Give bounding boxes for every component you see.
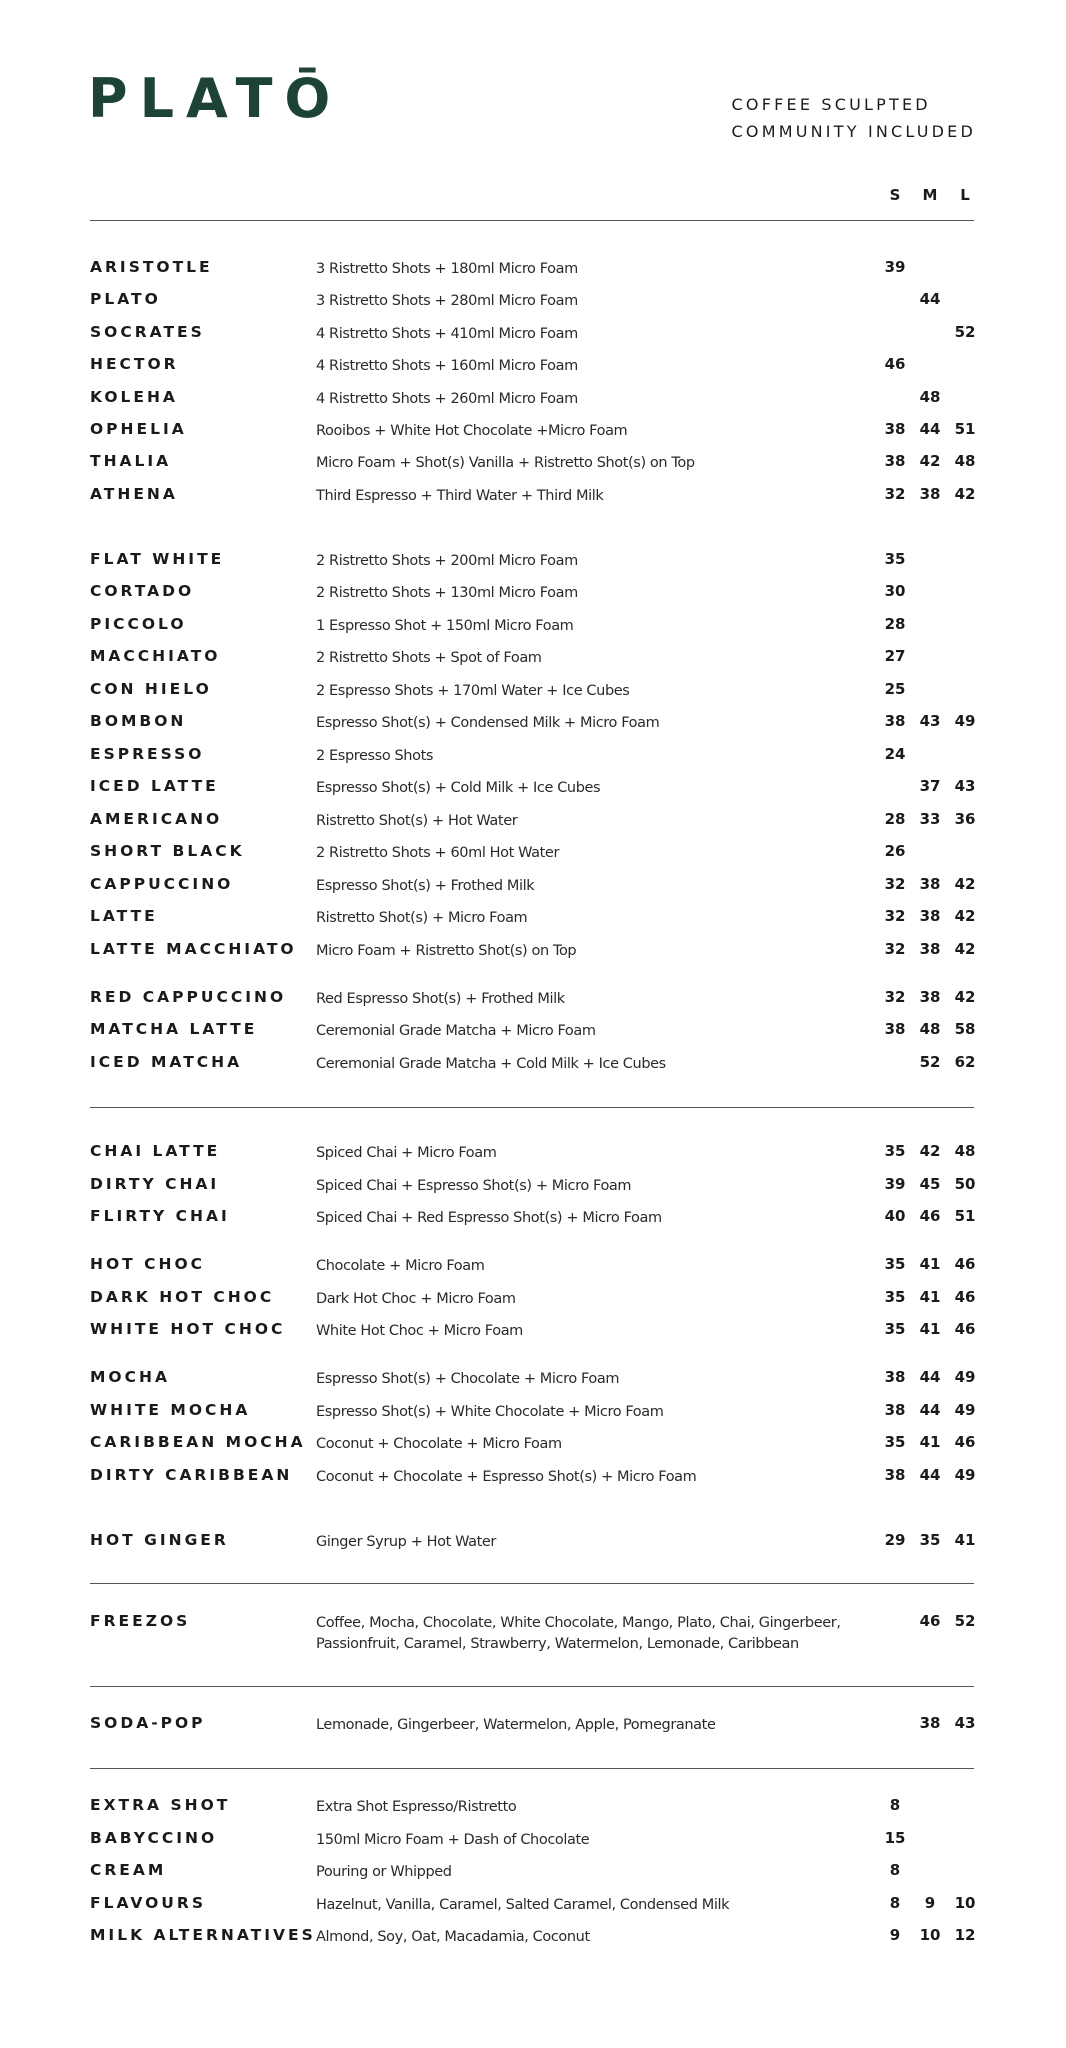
menu-item	[0, 1433, 1066, 1459]
menu-item-description-line: Spiced Chai + Micro Foam	[316, 1145, 497, 1161]
menu-item-description	[316, 1927, 590, 1948]
menu-item-name: SOCRATES	[90, 323, 205, 341]
price-large: 62	[954, 1053, 976, 1071]
menu-item-description	[316, 908, 527, 929]
menu-item-description	[316, 843, 559, 864]
menu-item-name: FLIRTY CHAI	[90, 1207, 230, 1225]
menu-item	[0, 420, 1066, 446]
price-large: 49	[954, 1401, 976, 1419]
price-medium: 38	[919, 485, 941, 503]
price-medium: 41	[919, 1255, 941, 1273]
price-large: 36	[954, 810, 976, 828]
price-small: 32	[884, 485, 906, 503]
menu-item-name: BOMBON	[90, 712, 187, 730]
menu-item-description-line: 2 Ristretto Shots + Spot of Foam	[316, 650, 542, 666]
menu-item-description-line: 2 Ristretto Shots + 60ml Hot Water	[316, 845, 560, 861]
price-small: 8	[889, 1861, 901, 1879]
menu-item-description-line: Ceremonial Grade Matcha + Cold Milk + Ice Cubes	[316, 1056, 666, 1072]
menu-item	[0, 615, 1066, 641]
menu-item-description	[316, 1369, 619, 1390]
price-medium: 33	[919, 810, 941, 828]
price-medium: 35	[919, 1531, 941, 1549]
menu-item-description-line: 4 Ristretto Shots + 160ml Micro Foam	[316, 358, 578, 374]
price-large: 52	[954, 323, 976, 341]
menu-item-name: RED CAPPUCCINO	[90, 988, 287, 1006]
price-large: 46	[954, 1320, 976, 1338]
menu-item-description	[316, 1143, 496, 1164]
menu-item-description	[316, 648, 542, 669]
menu-item-description-line: Passionfruit, Caramel, Strawberry, Watermelon, Lemonade, Caribbean	[316, 1636, 799, 1652]
menu-item-description	[316, 1054, 666, 1075]
menu-item-name: FREEZOS	[90, 1612, 191, 1630]
price-small: 38	[884, 1368, 906, 1386]
menu-item-name: ARISTOTLE	[90, 258, 213, 276]
menu-item-description-line: 1 Espresso Shot + 150ml Micro Foam	[316, 618, 574, 634]
menu-item-name: PICCOLO	[90, 615, 187, 633]
menu-item-description-line: Red Espresso Shot(s) + Frothed Milk	[316, 991, 565, 1007]
menu-item	[0, 1207, 1066, 1233]
price-large: 42	[954, 940, 976, 958]
price-small: 38	[884, 420, 906, 438]
price-large: 52	[954, 1612, 976, 1630]
tagline	[732, 91, 976, 145]
price-small: 35	[884, 1142, 906, 1160]
price-small: 35	[884, 1255, 906, 1273]
menu-item-name: CON HIELO	[90, 680, 212, 698]
price-medium: 48	[919, 388, 941, 406]
menu-item-description	[316, 1176, 631, 1197]
menu-item-name: CARIBBEAN MOCHA	[90, 1433, 306, 1451]
menu-item-description	[316, 989, 565, 1010]
menu-item	[0, 1612, 1066, 1652]
menu-item-description	[316, 453, 695, 474]
price-medium: 43	[919, 712, 941, 730]
menu-item-description-line: Coconut + Chocolate + Micro Foam	[316, 1436, 562, 1452]
price-small: 38	[884, 1466, 906, 1484]
price-large: 43	[954, 777, 976, 795]
menu-item-description	[316, 324, 578, 345]
size-header-medium: M	[922, 186, 938, 204]
menu-item-name: HECTOR	[90, 355, 179, 373]
menu-item-description	[316, 1434, 562, 1455]
section-divider	[90, 1107, 974, 1108]
price-small: 35	[884, 1288, 906, 1306]
menu-item-name: ICED MATCHA	[90, 1053, 243, 1071]
price-medium: 38	[919, 907, 941, 925]
brand-logo: PLATŌ	[88, 67, 343, 130]
menu-item-description	[316, 1830, 589, 1851]
price-small: 32	[884, 907, 906, 925]
menu-item	[0, 680, 1066, 706]
price-large: 41	[954, 1531, 976, 1549]
menu-item-description-line: 2 Espresso Shots	[316, 748, 434, 764]
menu-item-description	[316, 876, 534, 897]
price-large: 49	[954, 712, 976, 730]
price-medium: 42	[919, 1142, 941, 1160]
section-divider	[90, 1768, 974, 1769]
menu-item-description-line: Ginger Syrup + Hot Water	[316, 1534, 496, 1550]
menu-item	[0, 290, 1066, 316]
price-medium: 9	[924, 1894, 936, 1912]
menu-item-description-line: Ceremonial Grade Matcha + Micro Foam	[316, 1023, 596, 1039]
price-small: 30	[884, 582, 906, 600]
price-large: 58	[954, 1020, 976, 1038]
price-medium: 44	[919, 1401, 941, 1419]
menu-item-name: AMERICANO	[90, 810, 223, 828]
menu-item-description-line: Lemonade, Gingerbeer, Watermelon, Apple, Pomegranate	[316, 1717, 716, 1733]
menu-item	[0, 1288, 1066, 1314]
menu-item-name: ATHENA	[90, 485, 178, 503]
price-large: 46	[954, 1433, 976, 1451]
price-small: 35	[884, 550, 906, 568]
menu-item	[0, 323, 1066, 349]
menu-item-name: HOT CHOC	[90, 1255, 206, 1273]
menu-item-description-line: Dark Hot Choc + Micro Foam	[316, 1291, 516, 1307]
menu-item-description-line: Ristretto Shot(s) + Hot Water	[316, 813, 518, 829]
menu-item-name: WHITE MOCHA	[90, 1401, 251, 1419]
menu-item	[0, 1175, 1066, 1201]
price-large: 42	[954, 485, 976, 503]
menu-item-name: OPHELIA	[90, 420, 187, 438]
menu-item-description	[316, 1532, 496, 1553]
menu-item-name: DIRTY CARIBBEAN	[90, 1466, 293, 1484]
menu-item-name: PLATO	[90, 290, 161, 308]
price-medium: 44	[919, 290, 941, 308]
price-small: 32	[884, 875, 906, 893]
price-medium: 45	[919, 1175, 941, 1193]
menu-item-description	[316, 1021, 596, 1042]
menu-item-name: CAPPUCCINO	[90, 875, 234, 893]
menu-item	[0, 1894, 1066, 1920]
menu-item	[0, 1861, 1066, 1887]
price-large: 51	[954, 420, 976, 438]
menu-item-description	[316, 1256, 484, 1277]
menu-item-name: THALIA	[90, 452, 172, 470]
menu-item-description	[316, 1402, 664, 1423]
menu-item-description-line: Espresso Shot(s) + Frothed Milk	[316, 878, 535, 894]
menu-item-description	[316, 389, 578, 410]
size-header-large: L	[960, 186, 970, 204]
price-large: 48	[954, 1142, 976, 1160]
menu-item-description	[316, 941, 576, 962]
tagline-line-1: COFFEE SCULPTED	[731, 95, 931, 114]
menu-item-description-line: Chocolate + Micro Foam	[316, 1258, 485, 1274]
price-large: 50	[954, 1175, 976, 1193]
price-small: 24	[884, 745, 906, 763]
menu-item	[0, 647, 1066, 673]
price-medium: 42	[919, 452, 941, 470]
menu-item-description-line: 3 Ristretto Shots + 180ml Micro Foam	[316, 261, 578, 277]
menu-item-description-line: Ristretto Shot(s) + Micro Foam	[316, 910, 528, 926]
menu-item	[0, 355, 1066, 381]
menu-item-description-line: Pouring or Whipped	[316, 1864, 452, 1880]
menu-item-name: FLAT WHITE	[90, 550, 225, 568]
price-medium: 44	[919, 1368, 941, 1386]
menu-item-name: SHORT BLACK	[90, 842, 245, 860]
menu-item	[0, 842, 1066, 868]
menu-item-name: SODA-POP	[90, 1714, 206, 1732]
menu-item-description	[316, 1715, 715, 1736]
menu-item-name: KOLEHA	[90, 388, 178, 406]
menu-item	[0, 712, 1066, 738]
price-small: 32	[884, 940, 906, 958]
menu-item-description-line: Rooibos + White Hot Chocolate +Micro Foam	[316, 423, 628, 439]
menu-item-description-line: Extra Shot Espresso/Ristretto	[316, 1799, 517, 1815]
menu-item-description-line: Micro Foam + Ristretto Shot(s) on Top	[316, 943, 577, 959]
menu-item	[0, 582, 1066, 608]
menu-item	[0, 1020, 1066, 1046]
menu-item-description	[316, 1289, 516, 1310]
menu-item-description	[316, 811, 517, 832]
menu-item-description	[316, 681, 629, 702]
price-medium: 41	[919, 1288, 941, 1306]
price-large: 42	[954, 988, 976, 1006]
price-medium: 41	[919, 1320, 941, 1338]
menu-item	[0, 940, 1066, 966]
menu-item-description-line: White Hot Choc + Micro Foam	[316, 1323, 523, 1339]
menu-item-description	[316, 1321, 523, 1342]
menu-item-name: DARK HOT CHOC	[90, 1288, 275, 1306]
menu-item-description	[316, 778, 600, 799]
price-large: 49	[954, 1368, 976, 1386]
menu-item	[0, 1368, 1066, 1394]
menu-item-name: CREAM	[90, 1861, 167, 1879]
price-small: 39	[884, 1175, 906, 1193]
menu-item-description	[316, 1895, 729, 1916]
menu-item-description-line: Micro Foam + Shot(s) Vanilla + Ristretto Shot(s) on Top	[316, 455, 695, 471]
menu-item-description	[316, 421, 627, 442]
menu-item	[0, 1714, 1066, 1740]
menu-item-description	[316, 583, 578, 604]
menu-item	[0, 745, 1066, 771]
menu-item-name: CHAI LATTE	[90, 1142, 221, 1160]
menu-item-description-line: 3 Ristretto Shots + 280ml Micro Foam	[316, 293, 578, 309]
menu-item	[0, 1531, 1066, 1557]
price-medium: 46	[919, 1207, 941, 1225]
menu-item-name: FLAVOURS	[90, 1894, 206, 1912]
price-medium: 38	[919, 1714, 941, 1732]
price-small: 46	[884, 355, 906, 373]
menu-item-description-line: 2 Ristretto Shots + 130ml Micro Foam	[316, 585, 578, 601]
menu-item-description-line: Hazelnut, Vanilla, Caramel, Salted Caramel, Condensed Milk	[316, 1897, 730, 1913]
menu-item	[0, 1466, 1066, 1492]
menu-item-description	[316, 1613, 841, 1655]
menu-item	[0, 388, 1066, 414]
menu-item-description-line: 2 Espresso Shots + 170ml Water + Ice Cubes	[316, 683, 630, 699]
menu-item	[0, 550, 1066, 576]
price-small: 35	[884, 1320, 906, 1338]
price-large: 10	[954, 1894, 976, 1912]
price-large: 42	[954, 907, 976, 925]
menu-item-description	[316, 356, 578, 377]
menu-item-description-line: 2 Ristretto Shots + 200ml Micro Foam	[316, 553, 578, 569]
price-large: 42	[954, 875, 976, 893]
price-small: 32	[884, 988, 906, 1006]
menu-item	[0, 258, 1066, 284]
menu-item	[0, 907, 1066, 933]
price-small: 40	[884, 1207, 906, 1225]
menu-item-description-line: Spiced Chai + Red Espresso Shot(s) + Micro Foam	[316, 1210, 662, 1226]
menu-item-description-line: Espresso Shot(s) + White Chocolate + Micro Foam	[316, 1404, 664, 1420]
menu-item-description	[316, 551, 578, 572]
menu-item-description	[316, 1797, 516, 1818]
price-medium: 10	[919, 1926, 941, 1944]
menu-item-description-line: Almond, Soy, Oat, Macadamia, Coconut	[316, 1929, 590, 1945]
menu-item-description-line: Espresso Shot(s) + Cold Milk + Ice Cubes	[316, 780, 601, 796]
menu-item-description-line: 4 Ristretto Shots + 410ml Micro Foam	[316, 326, 578, 342]
size-header-small: S	[889, 186, 901, 204]
menu-item	[0, 777, 1066, 803]
price-small: 38	[884, 1020, 906, 1038]
price-large: 49	[954, 1466, 976, 1484]
menu-item	[0, 810, 1066, 836]
menu-item-description	[316, 616, 573, 637]
menu-item	[0, 452, 1066, 478]
price-medium: 46	[919, 1612, 941, 1630]
menu-item-name: LATTE MACCHIATO	[90, 940, 297, 958]
price-large: 48	[954, 452, 976, 470]
price-small: 38	[884, 712, 906, 730]
price-small: 8	[889, 1894, 901, 1912]
price-medium: 44	[919, 420, 941, 438]
price-small: 28	[884, 810, 906, 828]
price-small: 28	[884, 615, 906, 633]
menu-item-description	[316, 1467, 696, 1488]
menu-item-description-line: 4 Ristretto Shots + 260ml Micro Foam	[316, 391, 578, 407]
price-small: 9	[889, 1926, 901, 1944]
price-small: 39	[884, 258, 906, 276]
menu-item-description-line: 150ml Micro Foam + Dash of Chocolate	[316, 1832, 590, 1848]
menu-item-description	[316, 746, 433, 767]
price-large: 43	[954, 1714, 976, 1732]
price-large: 46	[954, 1255, 976, 1273]
section-divider	[90, 1583, 974, 1584]
menu-item-description	[316, 713, 659, 734]
menu-item-name: CORTADO	[90, 582, 195, 600]
menu-item-name: MOCHA	[90, 1368, 170, 1386]
menu-item-description-line: Spiced Chai + Espresso Shot(s) + Micro Foam	[316, 1178, 632, 1194]
price-small: 25	[884, 680, 906, 698]
menu-item-name: WHITE HOT CHOC	[90, 1320, 286, 1338]
menu-item	[0, 1142, 1066, 1168]
menu-item-name: HOT GINGER	[90, 1531, 229, 1549]
header-divider	[90, 220, 974, 221]
menu-item	[0, 1320, 1066, 1346]
menu-item-name: LATTE	[90, 907, 158, 925]
menu-item-description	[316, 291, 578, 312]
menu-item	[0, 1255, 1066, 1281]
price-small: 35	[884, 1433, 906, 1451]
menu-item-name: BABYCCINO	[90, 1829, 218, 1847]
menu-item-name: DIRTY CHAI	[90, 1175, 220, 1193]
menu-item-description	[316, 486, 603, 507]
price-medium: 38	[919, 940, 941, 958]
menu-item	[0, 875, 1066, 901]
price-medium: 52	[919, 1053, 941, 1071]
menu-item-description-line: Coffee, Mocha, Chocolate, White Chocolate, Mango, Plato, Chai, Gingerbeer,	[316, 1615, 841, 1631]
menu-item-description-line: Coconut + Chocolate + Espresso Shot(s) + Micro Foam	[316, 1469, 697, 1485]
tagline-line-2: COMMUNITY INCLUDED	[731, 122, 976, 141]
menu-item	[0, 1053, 1066, 1079]
menu-item	[0, 1401, 1066, 1427]
price-large: 46	[954, 1288, 976, 1306]
price-medium: 38	[919, 875, 941, 893]
price-medium: 37	[919, 777, 941, 795]
menu-item	[0, 1796, 1066, 1822]
price-medium: 38	[919, 988, 941, 1006]
price-small: 8	[889, 1796, 901, 1814]
section-divider	[90, 1686, 974, 1687]
price-medium: 41	[919, 1433, 941, 1451]
menu-item	[0, 988, 1066, 1014]
menu-item	[0, 1829, 1066, 1855]
menu-item-description-line: Third Espresso + Third Water + Third Milk	[316, 488, 604, 504]
menu-item	[0, 485, 1066, 511]
menu-item-description	[316, 259, 578, 280]
menu-item-name: MACCHIATO	[90, 647, 221, 665]
price-small: 27	[884, 647, 906, 665]
price-small: 38	[884, 1401, 906, 1419]
menu-item-description-line: Espresso Shot(s) + Chocolate + Micro Foam	[316, 1371, 620, 1387]
price-medium: 44	[919, 1466, 941, 1484]
menu-item-name: EXTRA SHOT	[90, 1796, 231, 1814]
menu-item-name: MILK ALTERNATIVES	[90, 1926, 316, 1944]
menu-item-name: ICED LATTE	[90, 777, 219, 795]
menu-item-description-line: Espresso Shot(s) + Condensed Milk + Micro Foam	[316, 715, 660, 731]
price-small: 29	[884, 1531, 906, 1549]
price-small: 38	[884, 452, 906, 470]
menu-item-description	[316, 1862, 452, 1883]
menu-item	[0, 1926, 1066, 1952]
price-large: 51	[954, 1207, 976, 1225]
menu-item-description	[316, 1208, 662, 1229]
menu-item-name: ESPRESSO	[90, 745, 205, 763]
price-small: 26	[884, 842, 906, 860]
price-small: 15	[884, 1829, 906, 1847]
price-large: 12	[954, 1926, 976, 1944]
price-medium: 48	[919, 1020, 941, 1038]
menu-item-name: MATCHA LATTE	[90, 1020, 258, 1038]
